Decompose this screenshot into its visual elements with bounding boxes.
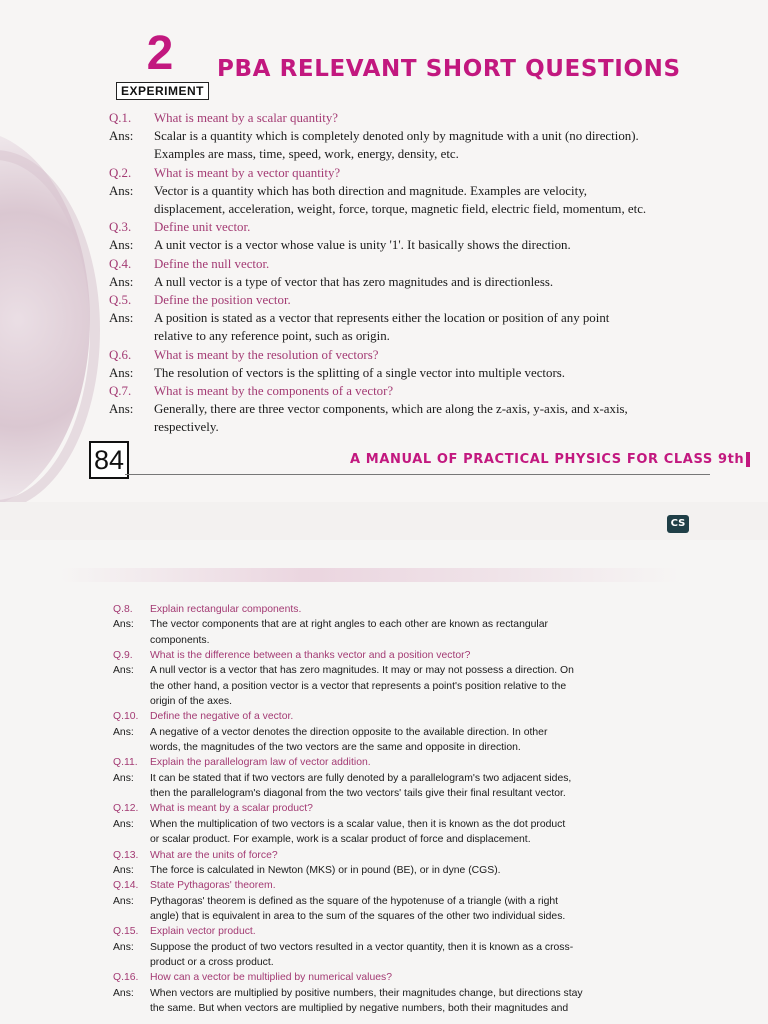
question-number: Q.7. [109, 384, 132, 399]
answer-label [0, 1001, 150, 1016]
answer-label [0, 418, 154, 436]
answer-row [0, 400, 768, 418]
qa-list-next-page [0, 602, 768, 1016]
answer-text: A null vector is a vector that has zero magnitudes. It may or may not possess a direction. On [150, 665, 574, 677]
question-text: Explain rectangular components. [150, 604, 302, 615]
answer-label: Ans: [109, 365, 134, 380]
answer-label: Ans: [113, 818, 134, 830]
answer-row [0, 832, 768, 847]
question-text: How can a vector be multiplied by numerical values? [150, 972, 392, 984]
question-number: Q.3. [109, 220, 132, 235]
answer-text: When the multiplication of two vectors is a scalar value, then it is known as the dot product [150, 818, 566, 830]
answer-label: Ans: [113, 772, 134, 784]
question-text: What is the difference between a thanks vector and a position vector? [150, 650, 471, 662]
question-number: Q.6. [109, 347, 132, 362]
answer-text: The force is calculated in Newton (MKS) or in pound (BE), or in dyne (CGS). [150, 864, 501, 876]
answer-label [0, 679, 150, 694]
answer-label: Ans: [109, 402, 134, 417]
answer-row [0, 725, 768, 740]
answer-row [0, 309, 768, 327]
question-number: Q.14. [113, 880, 139, 892]
answer-label: Ans: [113, 864, 134, 876]
camscanner-badge: CS [667, 515, 689, 533]
answer-text: The vector components that are at right angles to each other are known as rectangular [150, 619, 548, 631]
question-number: Q.15. [113, 926, 139, 938]
answer-label [0, 955, 150, 970]
question-text: State Pythagoras' theorem. [150, 880, 276, 892]
question-text: Explain the parallelogram law of vector addition. [150, 757, 371, 769]
answer-row [0, 236, 768, 254]
question-number: Q.5. [109, 293, 132, 308]
answer-label [0, 740, 150, 755]
question-number: Q.13. [113, 849, 139, 861]
question-row [0, 709, 768, 724]
section-title: PBA RELEVANT SHORT QUESTIONS [217, 56, 681, 82]
question-text: What is meant by a vector quantity? [154, 165, 341, 180]
answer-text: Suppose the product of two vectors resulted in a vector quantity, then it is known as a cross- [150, 941, 574, 953]
answer-row [0, 418, 768, 436]
answer-label [0, 832, 150, 847]
question-text: What is meant by a scalar product? [150, 803, 313, 815]
question-number: Q.16. [113, 972, 139, 984]
page-smudge [60, 568, 680, 582]
answer-row [0, 127, 768, 145]
question-number: Q.4. [109, 256, 132, 271]
book-title-text: A MANUAL OF PRACTICAL PHYSICS FOR CLASS [350, 452, 713, 467]
question-number: Q.10. [113, 711, 139, 723]
question-row [0, 878, 768, 893]
answer-label [0, 633, 150, 648]
answer-text: Pythagoras' theorem is defined as the square of the hypotenuse of a triangle (with a right [150, 895, 559, 907]
answer-row [0, 940, 768, 955]
answer-text: respectively. [154, 420, 219, 435]
question-row [0, 648, 768, 663]
answer-text: The resolution of vectors is the splitting of a single vector into multiple vectors. [154, 365, 565, 380]
answer-row [0, 694, 768, 709]
answer-label: Ans: [109, 311, 134, 326]
answer-row [0, 1001, 768, 1016]
answer-label: Ans: [113, 726, 134, 738]
answer-row [0, 273, 768, 291]
answer-text: angle) that is equivalent in area to the sum of the squares of the other two individual sides. [150, 910, 566, 922]
question-row [0, 164, 768, 182]
answer-row [0, 617, 768, 632]
answer-text: It can be stated that if two vectors are fully denoted by a parallelogram's two adjacent sides, [150, 772, 572, 784]
next-page-scan [0, 540, 768, 1024]
qa-list-page-84 [0, 109, 768, 437]
answer-label [0, 694, 150, 709]
question-text: What is meant by the resolution of vectors? [154, 347, 379, 362]
answer-label [0, 786, 150, 801]
answer-row [0, 955, 768, 970]
question-row [0, 346, 768, 364]
answer-text: Scalar is a quantity which is completely denoted only by magnitude with a unit (no direction). [154, 129, 639, 144]
answer-row [0, 863, 768, 878]
question-text: Define unit vector. [154, 220, 251, 235]
answer-label [0, 327, 154, 345]
question-row [0, 970, 768, 985]
answer-text: then the parallelogram's diagonal from the two vectors' tails give their final resultant vector. [150, 788, 566, 800]
answer-label [0, 200, 154, 218]
answer-row [0, 145, 768, 163]
answer-text: product or a cross product. [150, 956, 274, 968]
answer-text: A negative of a vector denotes the direction opposite to the available direction. In other [150, 726, 548, 738]
answer-label [0, 145, 154, 163]
question-row [0, 755, 768, 770]
answer-text: A unit vector is a vector whose value is unity '1'. It basically shows the direction. [154, 238, 571, 253]
answer-row [0, 679, 768, 694]
book-title-footer [350, 452, 750, 467]
answer-text: the same. But when vectors are multiplied by negative numbers, both their magnitudes and [150, 1002, 569, 1014]
answer-label: Ans: [109, 129, 134, 144]
footer-rule [125, 474, 710, 475]
answer-text: components. [150, 634, 210, 646]
question-text: Explain vector product. [150, 926, 256, 938]
answer-label: Ans: [113, 619, 134, 631]
answer-row [0, 786, 768, 801]
answer-row [0, 364, 768, 382]
answer-row [0, 633, 768, 648]
question-row [0, 255, 768, 273]
question-text: Define the position vector. [154, 293, 291, 308]
question-text: Define the negative of a vector. [150, 711, 294, 723]
answer-row [0, 200, 768, 218]
answer-text: origin of the axes. [150, 696, 233, 708]
page-number: 84 [89, 441, 129, 479]
answer-row [0, 182, 768, 200]
answer-text: displacement, acceleration, weight, force, torque, magnetic field, electric field, momentum, etc. [154, 202, 647, 217]
question-row [0, 801, 768, 816]
question-number: Q.11. [113, 757, 138, 769]
question-row [0, 602, 768, 617]
answer-text: Vector is a quantity which has both direction and magnitude. Examples are velocity, [154, 183, 588, 198]
question-row [0, 109, 768, 127]
answer-text: or scalar product. For example, work is a scalar product of force and displacement. [150, 834, 531, 846]
experiment-label: EXPERIMENT [116, 82, 209, 100]
question-row [0, 218, 768, 236]
answer-text: A position is stated as a vector that represents either the location or position of any point [154, 311, 610, 326]
answer-row [0, 909, 768, 924]
answer-label: Ans: [109, 274, 134, 289]
answer-text: relative to any reference point, such as origin. [154, 329, 390, 344]
answer-text: Examples are mass, time, speed, work, energy, density, etc. [154, 147, 459, 162]
question-text: What is meant by a scalar quantity? [154, 111, 338, 125]
answer-row [0, 740, 768, 755]
question-row [0, 291, 768, 309]
question-row [0, 382, 768, 400]
question-row [0, 848, 768, 863]
book-title-class: 9th [718, 452, 750, 467]
question-text: What is meant by the components of a vector? [154, 384, 394, 399]
answer-label: Ans: [113, 987, 134, 999]
page-84-scan [0, 0, 768, 502]
question-number: Q.1. [109, 111, 132, 125]
answer-label: Ans: [113, 665, 134, 677]
answer-row [0, 894, 768, 909]
answer-text: the other hand, a position vector is a vector that represents a point's position relative to the [150, 680, 567, 692]
question-number: Q.9. [113, 650, 133, 662]
answer-label: Ans: [113, 895, 134, 907]
answer-text: A null vector is a type of vector that has zero magnitudes and is directionless. [154, 274, 554, 289]
answer-label [0, 909, 150, 924]
answer-row [0, 771, 768, 786]
answer-text: When vectors are multiplied by positive numbers, their magnitudes change, but directions stay [150, 987, 583, 999]
experiment-number: 2 [146, 27, 174, 80]
answer-row [0, 817, 768, 832]
question-number: Q.12. [113, 803, 139, 815]
answer-text: words, the magnitudes of the two vectors are the same and opposite in direction. [150, 742, 521, 754]
answer-label: Ans: [113, 941, 134, 953]
question-row [0, 924, 768, 939]
question-number: Q.2. [109, 165, 132, 180]
answer-label: Ans: [109, 183, 134, 198]
question-text: What are the units of force? [150, 849, 278, 861]
answer-row [0, 986, 768, 1001]
answer-row [0, 663, 768, 678]
answer-label: Ans: [109, 238, 134, 253]
question-text: Define the null vector. [154, 256, 270, 271]
question-number: Q.8. [113, 604, 133, 615]
answer-text: Generally, there are three vector components, which are along the z-axis, y-axis, and x-axis, [154, 402, 628, 417]
answer-row [0, 327, 768, 345]
